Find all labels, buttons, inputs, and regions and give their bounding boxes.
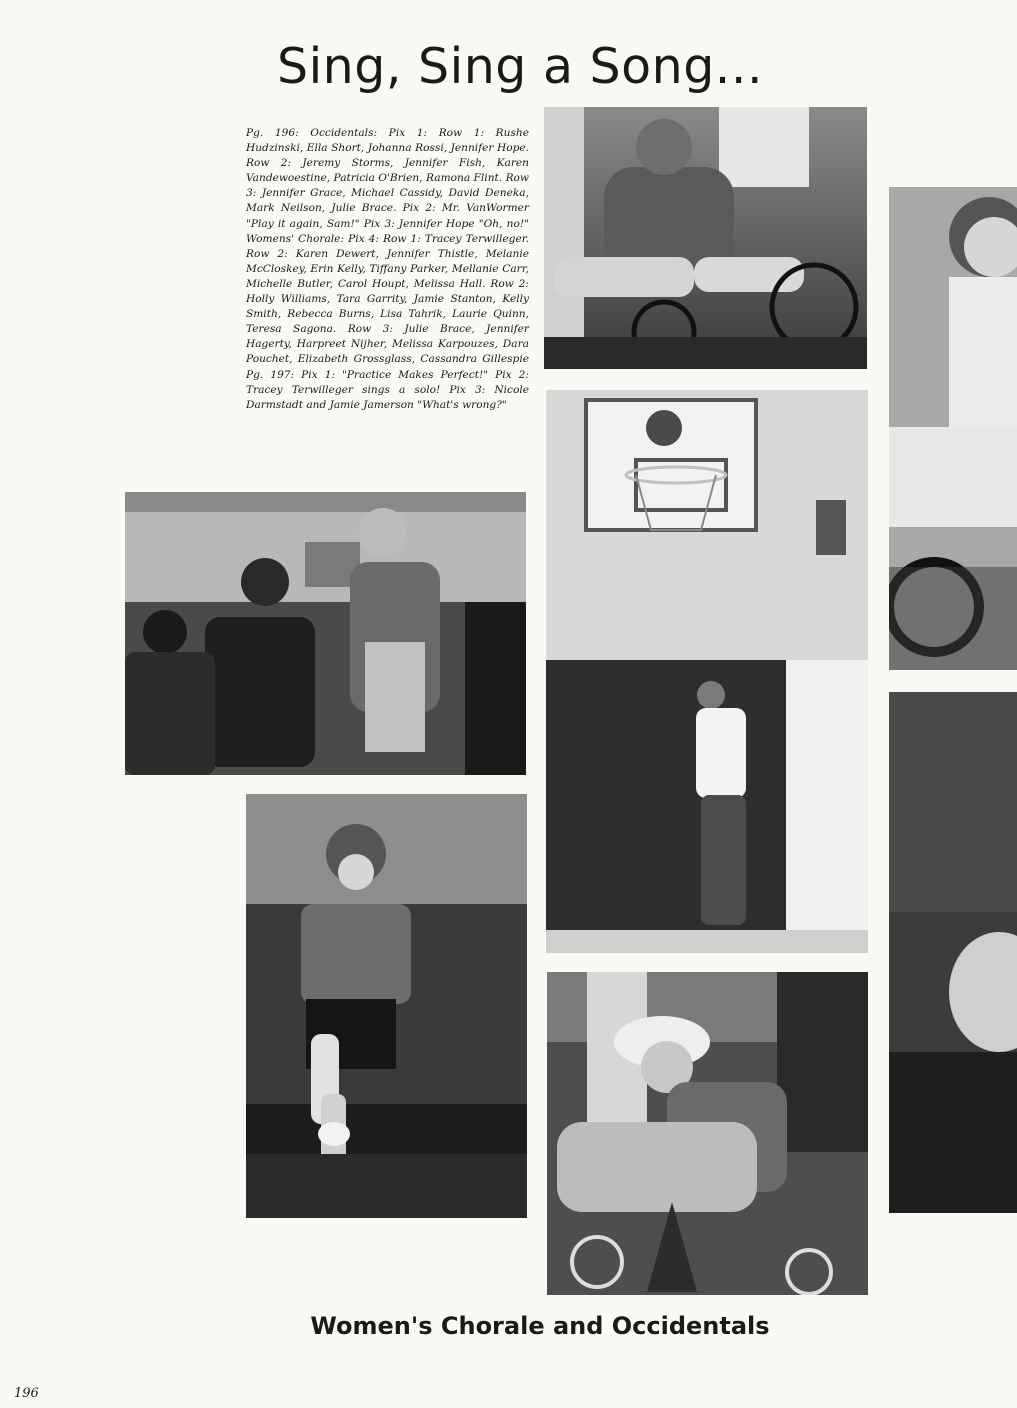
- photo-facing-page-dark: [889, 692, 1017, 1213]
- photo-tricycle-rider: [544, 107, 867, 369]
- page-number: 196: [14, 1386, 39, 1401]
- photo-singer-microphone: [125, 492, 526, 775]
- photo-basketball-shot: [546, 390, 868, 953]
- section-title: Women's Chorale and Occidentals: [310, 1312, 770, 1340]
- photo-dancer-gym: [246, 794, 527, 1218]
- photo-facing-page-smiling: [889, 187, 1017, 670]
- photo-caption: Pg. 196: Occidentals: Pix 1: Row 1: Rushe Hudzinski, Ella Short, Johanna Rossi, Jennifer Hope. Row 2: Jeremy Storms, Jennifer Fish, Karen Vandewoestine, Patricia O'Brien, Ramona Flint. Row 3: Jennifer Grace, Michael Cassidy, David Deneka, Mark Neilson, Julie Brace. Pix 2: Mr. VanWormer "Play it again, Sam!" Pix 3: Jennifer Hope "Oh, no!" Womens' Chorale: Pix 4: Row 1: Tracey Terwilleger. Row 2: Karen Dewert, Jennifer Thistle, Melanie McCloskey, Erin Kelly, Tiffany Parker, Mellanie Carr, Michelle Butler, Carol Houpt, Melissa Hall. Row 2: Holly Williams, Tara Garrity, Jamie Stanton, Kelly Smith, Rebecca Burns, Lisa Tahrik, Laurie Quinn, Teresa Sagona. Row 3: Julie Brace, Jennifer Hagerty, Harpreet Nijher, Melissa Karpouzes, Dara Pouchet, Elizabeth Grossglass, Cassandra Gillespie Pg. 197: Pix 1: "Practice Makes Perfect!" Pix 2: Tracey Terwilleger sings a solo! Pix 3: Nicole Darmstadt and Jamie Jamerson "What's wrong?": [246, 127, 529, 411]
- page-title: Sing, Sing a Song...: [276, 38, 764, 95]
- photo-tricycle-rider-hat: [547, 972, 868, 1295]
